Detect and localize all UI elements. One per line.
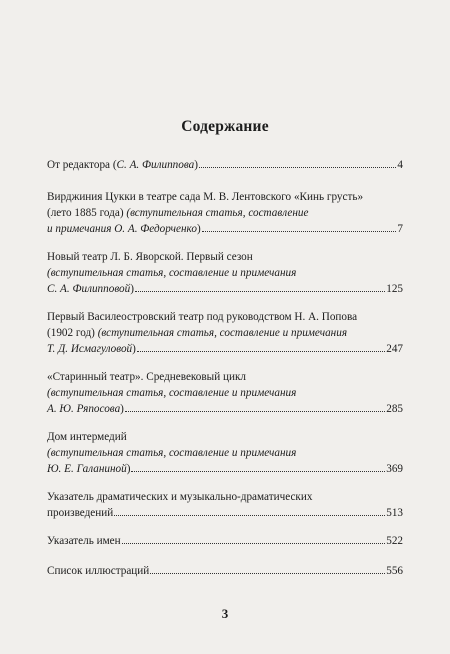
toc-page-number: 285 bbox=[386, 403, 403, 415]
toc-entry-title: Первый Василеостровский театр под руководством Н. А. Попова bbox=[47, 311, 358, 323]
toc-page-number: 7 bbox=[397, 223, 403, 235]
page-title: Содержание bbox=[181, 118, 269, 135]
toc-entry-subtitle: (вступительная статья, составление и примечания bbox=[47, 387, 297, 399]
toc-entry-subtitle: (вступительная статья, составление и примечания bbox=[47, 267, 297, 279]
toc-line: С. А. Филипповой) 125 bbox=[47, 283, 403, 295]
toc-entry-title: «Старинный театр». Средневековый цикл bbox=[47, 371, 246, 383]
toc-entry-title: Указатель имен bbox=[47, 535, 121, 547]
leader-dots bbox=[122, 543, 386, 544]
leader-dots bbox=[202, 231, 397, 232]
toc-line: А. Ю. Ряпосова) 285 bbox=[47, 403, 403, 415]
toc-entry-subtitle: (лето 1885 года) (вступительная статья, составление bbox=[47, 207, 309, 219]
table-of-contents bbox=[47, 157, 403, 591]
toc-entry-author: С. А. Филиппова bbox=[116, 159, 195, 171]
toc-page-number: 125 bbox=[386, 283, 403, 295]
toc-entry-author: и примечания О. А. Федорченко bbox=[47, 223, 197, 235]
leader-dots bbox=[114, 515, 385, 516]
toc-line: произведений 513 bbox=[47, 507, 403, 519]
toc-page-number: 513 bbox=[386, 507, 403, 519]
leader-dots bbox=[131, 471, 385, 472]
toc-page-number: 522 bbox=[386, 535, 403, 547]
toc-entry-subtitle: (1902 год) (вступительная статья, составление и примечания bbox=[47, 327, 348, 339]
page-number: 3 bbox=[221, 606, 229, 621]
toc-entry-bracket: ) bbox=[194, 159, 198, 171]
toc-entry-title: Указатель драматических и музыкально-драматических bbox=[47, 491, 313, 503]
toc-line: и примечания О. А. Федорченко) 7 bbox=[47, 223, 403, 235]
toc-entry-editor[interactable] bbox=[47, 157, 403, 173]
leader-dots bbox=[135, 291, 385, 292]
toc-page-number: 247 bbox=[386, 343, 403, 355]
leader-dots bbox=[150, 573, 385, 574]
toc-entry-works-index[interactable] bbox=[47, 489, 403, 521]
toc-entry-interludes[interactable] bbox=[47, 429, 403, 477]
toc-entry-author: Ю. Е. Галаниной bbox=[47, 463, 127, 475]
toc-entry-illustrations[interactable] bbox=[47, 563, 403, 579]
toc-page-number: 369 bbox=[386, 463, 403, 475]
toc-entry-title: От редактора ( bbox=[47, 159, 117, 171]
toc-entry-subtitle: (вступительная статья, составление и примечания bbox=[47, 447, 297, 459]
toc-line bbox=[47, 157, 403, 173]
leader-dots bbox=[199, 167, 396, 168]
toc-entry-title: Дом интермедий bbox=[47, 431, 127, 443]
toc-entry-author: Т. Д. Исмагуловой bbox=[47, 343, 133, 355]
toc-page-number: 556 bbox=[386, 565, 403, 577]
toc-entry-title: Новый театр Л. Б. Яворской. Первый сезон bbox=[47, 251, 253, 263]
toc-entry-author: С. А. Филипповой bbox=[47, 283, 131, 295]
toc-entry-names-index[interactable] bbox=[47, 533, 403, 549]
toc-entry-title: Вирджиния Цукки в театре сада М. В. Лентовского «Кинь грусть» bbox=[47, 191, 364, 203]
toc-entry-old-theatre[interactable] bbox=[47, 369, 403, 417]
toc-entry-vasileostrovsky[interactable] bbox=[47, 309, 403, 357]
toc-line bbox=[47, 533, 403, 549]
toc-line: Ю. Е. Галаниной) 369 bbox=[47, 463, 403, 475]
toc-line: Т. Д. Исмагуловой) 247 bbox=[47, 343, 403, 355]
toc-entry-author: А. Ю. Ряпосова bbox=[47, 403, 121, 415]
toc-line bbox=[47, 563, 403, 579]
toc-entry-zucchi[interactable] bbox=[47, 189, 403, 237]
toc-page-number: 4 bbox=[397, 159, 403, 171]
toc-entry-title: Список иллюстраций bbox=[47, 565, 150, 577]
leader-dots bbox=[125, 411, 385, 412]
leader-dots bbox=[137, 351, 385, 352]
toc-entry-yavorskaya[interactable] bbox=[47, 249, 403, 297]
